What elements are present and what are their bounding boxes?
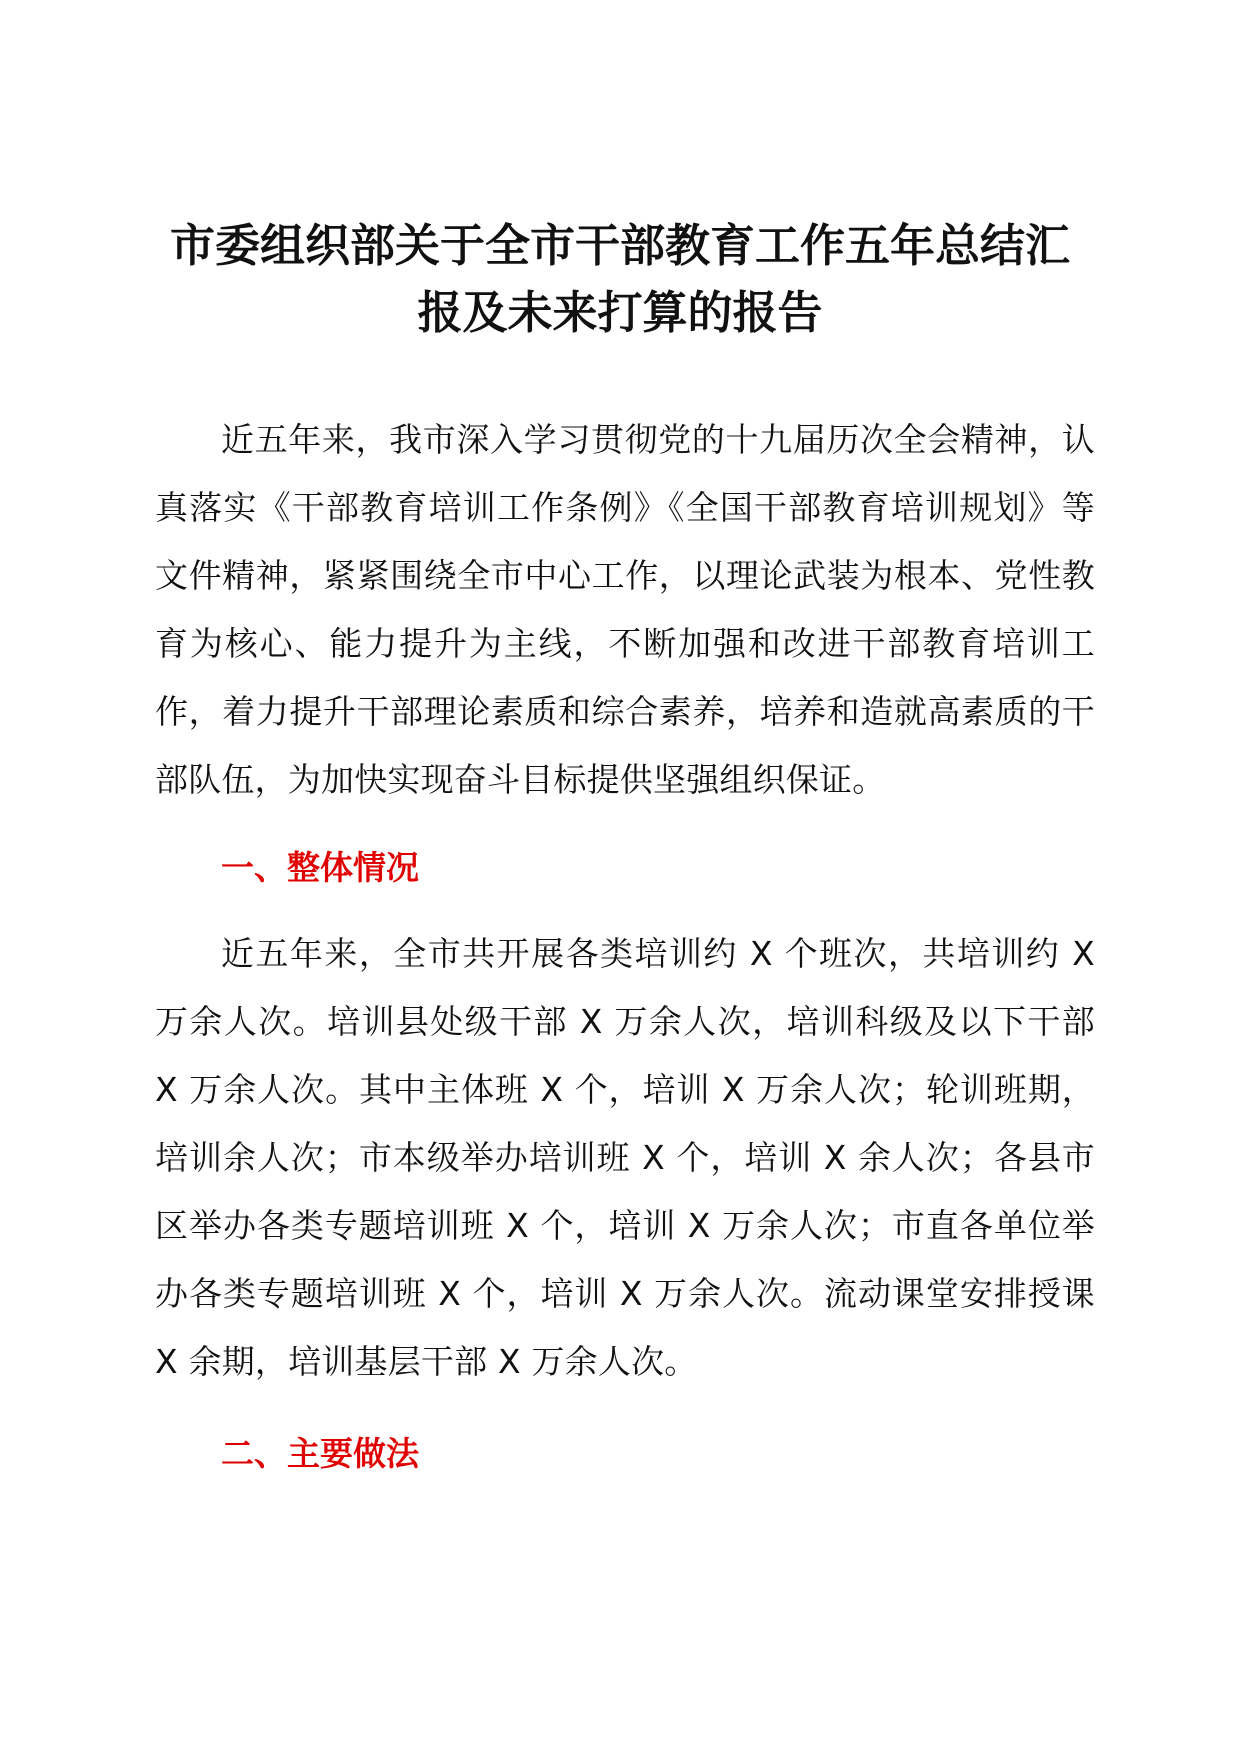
section-heading-overview: 一、整体情况	[221, 848, 419, 887]
section-heading-practices: 二、主要做法	[221, 1434, 419, 1473]
overview-paragraph: 近五年来，全市共开展各类培训约 X 个班次，共培训约 X 万余人次。培训县处级干部 X 万余人次，培训科级及以下干部 X 万余人次。其中主体班 X 个，培训 X 万余人次；轮训班期，培训余人次；市本级举办培训班 X 个，培训 X 余人次；各县市区举办各类专题培训班 X 个，培训 X 万余人次；市直各单位举办各类专题培训班 X 个，培训 X 万余人次。流动课堂安排授课 X 余期，培训基层干部 X 万余人次。	[155, 934, 1095, 1381]
document-title: 市委组织部关于全市干部教育工作五年总结汇报及未来打算的报告	[169, 219, 1070, 339]
intro-paragraph: 近五年来，我市深入学习贯彻党的十九届历次全会精神，认真落实《干部教育培训工作条例》《全国干部教育培训规划》等文件精神，紧紧围绕全市中心工作，以理论武装为根本、党性教育为核心、能力提升为主线，不断加强和改进干部教育培训工作，着力提升干部理论素质和综合素养，培养和造就高素质的干部队伍，为加快实现奋斗目标提供坚强组织保证。	[155, 420, 1095, 799]
